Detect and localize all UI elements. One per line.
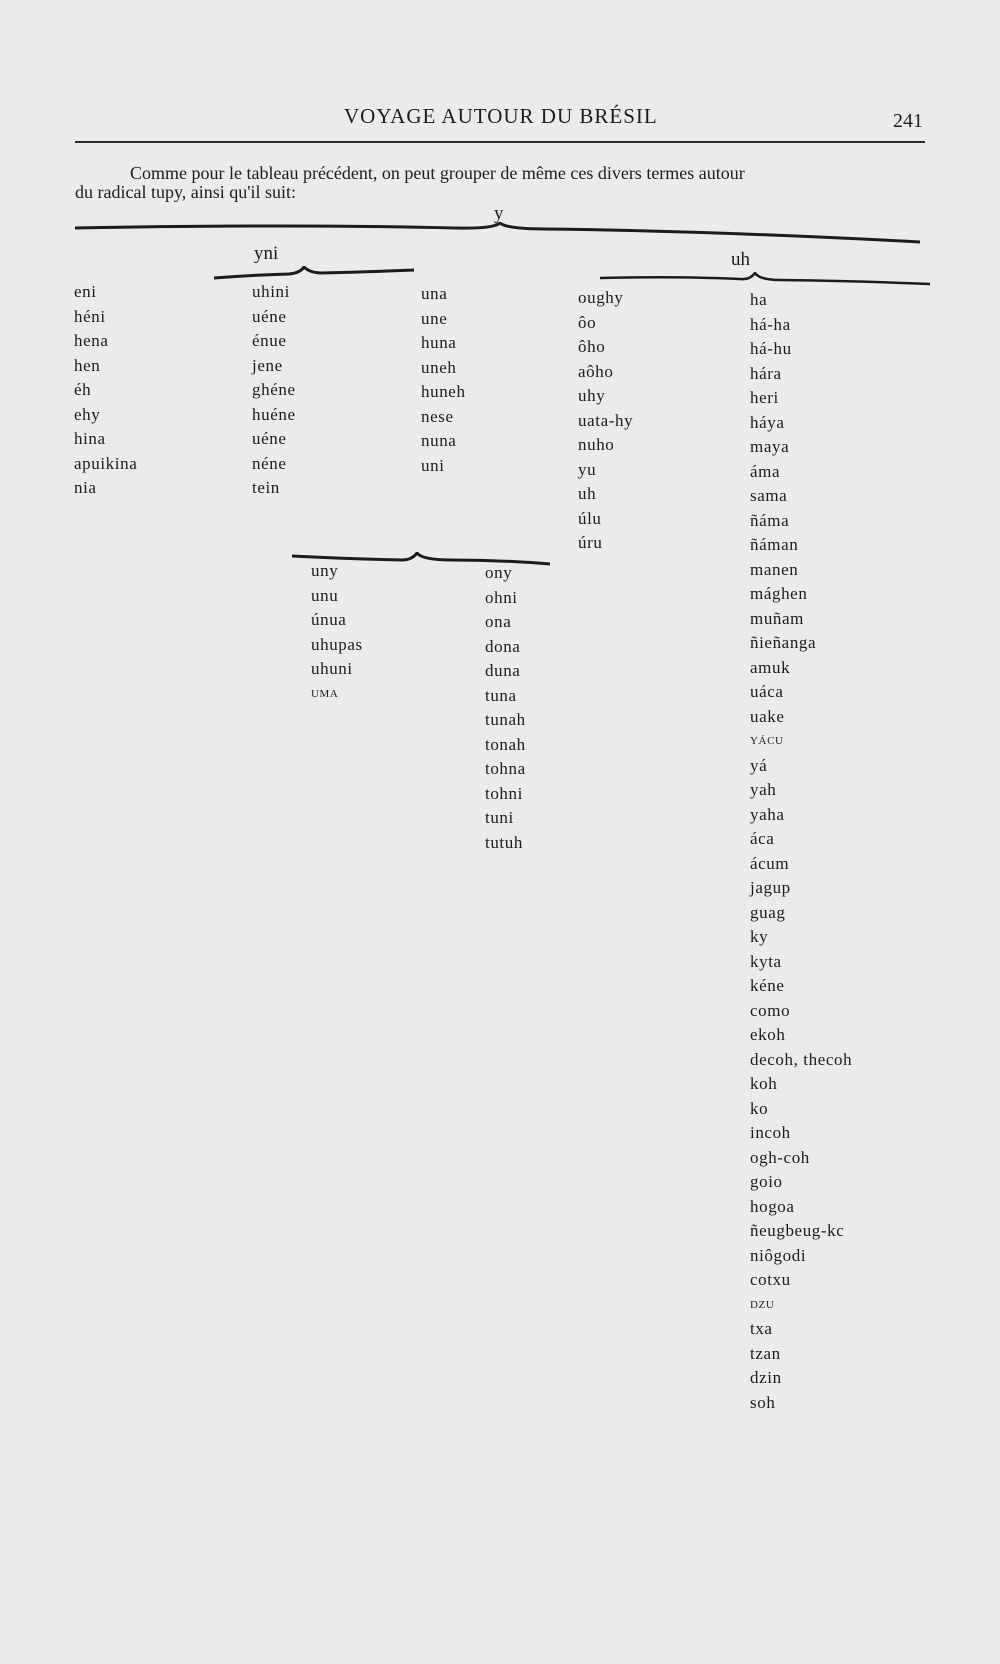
word: uake [750,706,785,726]
column-3 [421,282,466,478]
word: uni [421,455,445,475]
running-head: VOYAGE AUTOUR DU BRÉSIL [344,104,658,128]
word: uhini [252,282,290,301]
word: ony [485,563,513,582]
word: ghéne [252,380,296,399]
word: decoh, thecoh [750,1049,853,1069]
word: apuikina [74,453,138,473]
word: uhupas [311,634,363,654]
word: úru [578,533,603,552]
word: kyta [750,951,782,971]
word: tohni [485,783,523,803]
word: yu [578,459,597,479]
word: amuk [750,657,791,677]
word: há-ha [750,314,791,334]
word: uneh [421,357,457,377]
word: uéne [252,429,287,448]
word: une [421,308,448,328]
word: huéne [252,404,296,424]
word: tzan [750,1343,781,1363]
column-2 [252,280,296,501]
word: soh [750,1392,776,1412]
word: txa [750,1319,773,1338]
word: ogh-coh [750,1147,810,1167]
word: ky [750,927,769,946]
group-label-yni: yni [254,243,279,264]
word: huna [421,333,457,352]
column-5 [750,288,852,1415]
word: tunah [485,710,526,729]
group-label-uh: uh [731,249,750,270]
word: hen [74,355,101,375]
yni-brace [214,266,414,284]
word: néne [252,453,287,473]
word: goio [750,1172,783,1191]
word: heri [750,388,779,407]
word: unu [311,585,339,605]
word: ôho [578,337,606,356]
word: yá [750,755,768,775]
word: koh [750,1074,778,1093]
word: uhuni [311,659,353,678]
word: háya [750,412,785,432]
word: hogoa [750,1196,795,1216]
word: ko [750,1098,769,1118]
word: áma [750,461,781,481]
word: ôo [578,312,597,332]
word: eni [74,282,97,301]
word: nia [74,478,97,497]
intro-line-1: Comme pour le tableau précédent, on peut grouper de même ces divers termes autour [130,163,745,183]
word: DZU [750,1298,775,1311]
word: yaha [750,804,785,824]
word: jagup [750,878,791,897]
word: tuni [485,808,514,827]
word: oughy [578,288,624,307]
word: ekoh [750,1025,786,1044]
word: ñieñanga [750,633,817,652]
word: éh [74,380,92,399]
word: ácum [750,853,790,873]
word: uhy [578,386,606,405]
word: maya [750,437,790,456]
uh-brace [600,272,930,288]
word: niôgodi [750,1245,807,1265]
header-rule [75,141,925,143]
root-label-y: y [494,203,504,224]
word: nese [421,406,454,426]
word: tohna [485,759,526,778]
word: dzin [750,1368,782,1387]
column-6 [311,559,363,706]
column-7 [485,561,526,855]
root-brace [75,222,920,248]
word: tonah [485,734,526,754]
word: aôho [578,361,614,381]
word: UMA [311,687,339,700]
word: como [750,1000,791,1020]
word: guag [750,902,786,922]
word: hina [74,429,106,448]
word: jene [252,355,283,375]
word: tuna [485,685,517,705]
word: uny [311,561,339,580]
word: úlu [578,508,602,528]
word: há-hu [750,339,792,358]
word: ehy [74,404,101,424]
word: uata-hy [578,410,634,430]
word: dona [485,636,521,656]
word: únua [311,610,347,629]
word: cotxu [750,1270,791,1289]
page-number: 241 [893,110,923,132]
word: áca [750,829,775,848]
word: nuna [421,431,457,450]
word: hára [750,363,782,383]
word: ñáman [750,535,799,554]
word: ha [750,290,768,309]
word: énue [252,331,287,350]
word: duna [485,661,521,680]
word: ñáma [750,510,790,530]
column-4 [578,286,633,556]
word: huneh [421,382,466,401]
column-1 [74,280,137,501]
word: héni [74,306,106,326]
word: tutuh [485,832,523,852]
intro-line-2: du radical tupy, ainsi qu'il suit: [75,182,297,202]
word: hena [74,331,109,350]
word: muñam [750,608,804,628]
word: una [421,284,448,303]
word: tein [252,478,280,497]
word: uéne [252,306,287,326]
word: ona [485,612,512,631]
word: nuho [578,435,615,454]
word: ñeugbeug-kc [750,1221,845,1240]
word: incoh [750,1123,791,1142]
word: ohni [485,587,518,607]
word: manen [750,559,799,579]
word: sama [750,486,788,505]
word: kéne [750,976,785,995]
word: uh [578,484,597,503]
word: yah [750,780,777,799]
word: YÁCU [750,735,784,747]
word: mághen [750,584,808,603]
word: uáca [750,682,784,701]
